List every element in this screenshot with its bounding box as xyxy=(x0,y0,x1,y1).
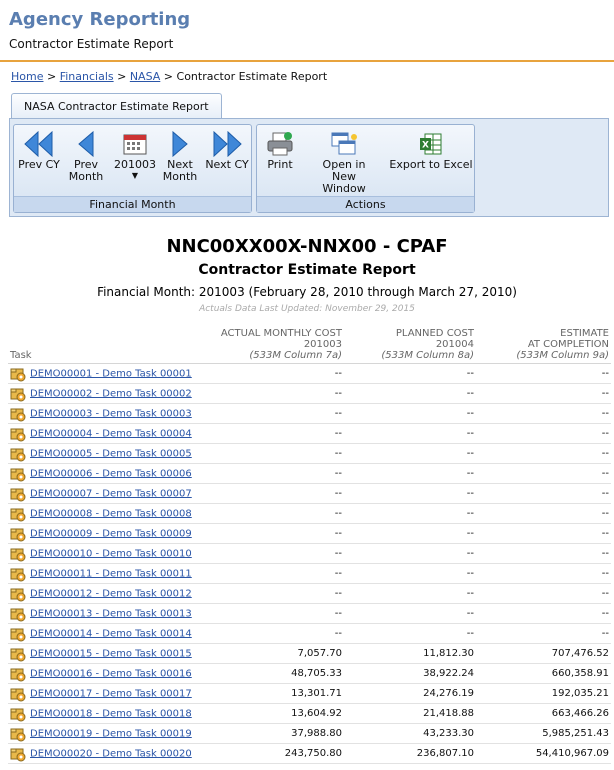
task-cell xyxy=(8,684,198,704)
task-folder-icon xyxy=(10,666,26,682)
table-row xyxy=(8,744,611,764)
task-folder-icon xyxy=(10,626,26,642)
task-folder-icon xyxy=(10,746,26,762)
table-row xyxy=(8,484,611,504)
actions-group-label: Actions xyxy=(257,196,474,212)
actual-cost-cell: -- xyxy=(198,484,344,504)
next-month-button[interactable]: Next Month xyxy=(160,129,200,183)
planned-cost-cell: -- xyxy=(344,364,476,384)
planned-cost-cell: -- xyxy=(344,584,476,604)
task-link[interactable]: DEMO00013 - Demo Task 00013 xyxy=(30,608,192,619)
report-updated: Actuals Data Last Updated: November 29, 2015 xyxy=(199,304,415,314)
actual-cost-cell: -- xyxy=(198,424,344,444)
eac-cell: -- xyxy=(476,604,611,624)
task-cell xyxy=(8,704,198,724)
col-planned-header: PLANNED COST 201004 (533M Column 8a) xyxy=(344,328,476,364)
actual-cost-cell: 13,301.71 xyxy=(198,684,344,704)
task-link[interactable]: DEMO00017 - Demo Task 00017 xyxy=(30,688,192,699)
task-cell xyxy=(8,724,198,744)
actions-group xyxy=(256,124,475,213)
eac-cell: -- xyxy=(476,544,611,564)
task-cell xyxy=(8,544,198,564)
task-folder-icon xyxy=(10,426,26,442)
breadcrumb-financials[interactable]: Financials xyxy=(59,70,114,83)
eac-cell: -- xyxy=(476,404,611,424)
export-excel-button[interactable]: X Export to Excel xyxy=(389,129,473,171)
left-arrow-icon xyxy=(66,129,106,159)
table-row xyxy=(8,544,611,564)
new-window-icon xyxy=(309,129,379,159)
planned-cost-cell: -- xyxy=(344,504,476,524)
eac-cell: -- xyxy=(476,444,611,464)
task-folder-icon xyxy=(10,406,26,422)
task-folder-icon xyxy=(10,506,26,522)
report-month-line: Financial Month: 201003 (February 28, 2010 through March 27, 2010) xyxy=(97,285,517,299)
ribbon-tab[interactable]: NASA Contractor Estimate Report xyxy=(11,93,222,119)
task-link[interactable]: DEMO00001 - Demo Task 00001 xyxy=(30,368,192,379)
report-subtitle: Contractor Estimate Report xyxy=(198,262,416,278)
task-cell xyxy=(8,524,198,544)
planned-cost-cell: 38,922.24 xyxy=(344,664,476,684)
task-folder-icon xyxy=(10,606,26,622)
actual-cost-cell: -- xyxy=(198,584,344,604)
svg-text:X: X xyxy=(422,140,429,151)
planned-cost-cell: 11,812.30 xyxy=(344,644,476,664)
breadcrumb-separator: > xyxy=(46,70,57,83)
month-selector-button[interactable]: 201003 ▼ xyxy=(112,129,158,181)
task-folder-icon xyxy=(10,586,26,602)
breadcrumb-current: Contractor Estimate Report xyxy=(176,70,328,83)
planned-cost-cell: -- xyxy=(344,404,476,424)
eac-cell: 5,985,251.43 xyxy=(476,724,611,744)
actual-cost-cell: -- xyxy=(198,404,344,424)
table-row xyxy=(8,384,611,404)
eac-cell: -- xyxy=(476,424,611,444)
breadcrumb-separator: > xyxy=(163,70,174,83)
task-link[interactable]: DEMO00009 - Demo Task 00009 xyxy=(30,528,192,539)
actual-cost-cell: -- xyxy=(198,524,344,544)
next-cy-button[interactable]: Next CY xyxy=(204,129,250,171)
table-row xyxy=(8,404,611,424)
planned-cost-cell: 21,418.88 xyxy=(344,704,476,724)
planned-cost-cell: -- xyxy=(344,544,476,564)
financial-month-group xyxy=(13,124,252,213)
table-row xyxy=(8,524,611,544)
task-link[interactable]: DEMO00010 - Demo Task 00010 xyxy=(30,548,192,559)
table-row xyxy=(8,424,611,444)
task-cell xyxy=(8,624,198,644)
table-row xyxy=(8,684,611,704)
planned-cost-cell: 43,233.30 xyxy=(344,724,476,744)
col-eac-header: ESTIMATE AT COMPLETION (533M Column 9a) xyxy=(476,328,611,364)
report-title: NNC00XX00X-NNX00 - CPAF xyxy=(166,236,448,257)
app-subtitle: Contractor Estimate Report xyxy=(9,37,174,51)
printer-icon xyxy=(261,129,299,159)
eac-cell: -- xyxy=(476,464,611,484)
task-folder-icon xyxy=(10,466,26,482)
task-link[interactable]: DEMO00019 - Demo Task 00019 xyxy=(30,728,192,739)
actual-cost-cell: -- xyxy=(198,504,344,524)
app-header xyxy=(0,0,614,62)
task-link[interactable]: DEMO00011 - Demo Task 00011 xyxy=(30,568,192,579)
planned-cost-cell: -- xyxy=(344,484,476,504)
eac-cell: 192,035.21 xyxy=(476,684,611,704)
planned-cost-cell: -- xyxy=(344,464,476,484)
eac-cell: 707,476.52 xyxy=(476,644,611,664)
table-row xyxy=(8,584,611,604)
actual-cost-cell: -- xyxy=(198,604,344,624)
task-cell xyxy=(8,564,198,584)
actual-cost-cell: 13,604.92 xyxy=(198,704,344,724)
task-link[interactable]: DEMO00016 - Demo Task 00016 xyxy=(30,668,192,679)
task-cell xyxy=(8,444,198,464)
breadcrumb-home[interactable]: Home xyxy=(11,70,44,83)
task-cell xyxy=(8,604,198,624)
eac-cell: 54,410,967.09 xyxy=(476,744,611,764)
table-row xyxy=(8,644,611,664)
breadcrumb xyxy=(11,70,327,83)
right-arrow-icon xyxy=(160,129,200,159)
planned-cost-cell: -- xyxy=(344,444,476,464)
task-link[interactable]: DEMO00008 - Demo Task 00008 xyxy=(30,508,192,519)
task-folder-icon xyxy=(10,646,26,662)
double-right-arrow-icon xyxy=(204,129,250,159)
task-link[interactable]: DEMO00007 - Demo Task 00007 xyxy=(30,488,192,499)
app-title: Agency Reporting xyxy=(9,9,191,30)
task-folder-icon xyxy=(10,526,26,542)
planned-cost-cell: -- xyxy=(344,424,476,444)
table-row xyxy=(8,564,611,584)
task-link[interactable]: DEMO00014 - Demo Task 00014 xyxy=(30,628,192,639)
task-cell xyxy=(8,384,198,404)
prev-cy-button[interactable]: Prev CY xyxy=(18,129,60,171)
task-cell xyxy=(8,364,198,384)
eac-cell: -- xyxy=(476,564,611,584)
task-link[interactable]: DEMO00012 - Demo Task 00012 xyxy=(30,588,192,599)
task-cell xyxy=(8,584,198,604)
actual-cost-cell: 243,750.80 xyxy=(198,744,344,764)
financial-month-group-label: Financial Month xyxy=(14,196,251,212)
task-link[interactable]: DEMO00002 - Demo Task 00002 xyxy=(30,388,192,399)
actual-cost-cell: 7,057.70 xyxy=(198,644,344,664)
estimate-table xyxy=(8,328,611,764)
actual-cost-cell: -- xyxy=(198,544,344,564)
task-folder-icon xyxy=(10,366,26,382)
planned-cost-cell: -- xyxy=(344,524,476,544)
eac-cell: -- xyxy=(476,504,611,524)
table-row xyxy=(8,664,611,684)
eac-cell: 663,466.26 xyxy=(476,704,611,724)
task-folder-icon xyxy=(10,546,26,562)
actual-cost-cell: 37,988.80 xyxy=(198,724,344,744)
task-link[interactable]: DEMO00015 - Demo Task 00015 xyxy=(30,648,192,659)
breadcrumb-separator: > xyxy=(117,70,127,83)
task-link[interactable]: DEMO00020 - Demo Task 00020 xyxy=(30,748,192,759)
actual-cost-cell: -- xyxy=(198,624,344,644)
task-cell xyxy=(8,404,198,424)
table-row xyxy=(8,624,611,644)
actual-cost-cell: -- xyxy=(198,564,344,584)
table-row xyxy=(8,464,611,484)
actual-cost-cell: -- xyxy=(198,384,344,404)
task-link[interactable]: DEMO00003 - Demo Task 00003 xyxy=(30,408,192,419)
task-folder-icon xyxy=(10,446,26,462)
table-row xyxy=(8,704,611,724)
double-left-arrow-icon xyxy=(18,129,60,159)
actual-cost-cell: -- xyxy=(198,464,344,484)
eac-cell: 660,358.91 xyxy=(476,664,611,684)
planned-cost-cell: 236,807.10 xyxy=(344,744,476,764)
task-folder-icon xyxy=(10,566,26,582)
task-link[interactable]: DEMO00018 - Demo Task 00018 xyxy=(30,708,192,719)
task-cell xyxy=(8,644,198,664)
task-link[interactable]: DEMO00004 - Demo Task 00004 xyxy=(30,428,192,439)
eac-cell: -- xyxy=(476,524,611,544)
planned-cost-cell: -- xyxy=(344,384,476,404)
planned-cost-cell: -- xyxy=(344,624,476,644)
planned-cost-cell: 24,276.19 xyxy=(344,684,476,704)
eac-cell: -- xyxy=(476,384,611,404)
task-folder-icon xyxy=(10,486,26,502)
col-task-header: Task xyxy=(8,328,198,364)
task-cell xyxy=(8,664,198,684)
chevron-down-icon: ▼ xyxy=(131,171,139,180)
eac-cell: -- xyxy=(476,584,611,604)
actual-cost-cell: -- xyxy=(198,444,344,464)
excel-icon xyxy=(389,129,473,159)
col-actual-header: ACTUAL MONTHLY COST 201003 (533M Column 7a) xyxy=(198,328,344,364)
actual-cost-cell: 48,705.33 xyxy=(198,664,344,684)
eac-cell: -- xyxy=(476,364,611,384)
task-cell xyxy=(8,464,198,484)
task-cell xyxy=(8,424,198,444)
planned-cost-cell: -- xyxy=(344,604,476,624)
table-row xyxy=(8,724,611,744)
ribbon xyxy=(9,93,609,217)
print-button[interactable]: Print xyxy=(261,129,299,171)
open-new-window-button[interactable]: Open in New Window xyxy=(309,129,379,195)
table-row xyxy=(8,444,611,464)
ribbon-body xyxy=(9,118,609,217)
task-folder-icon xyxy=(10,726,26,742)
planned-cost-cell: -- xyxy=(344,564,476,584)
prev-month-button[interactable]: Prev Month xyxy=(66,129,106,183)
calendar-icon xyxy=(112,129,158,159)
table-row xyxy=(8,364,611,384)
table-row xyxy=(8,504,611,524)
task-cell xyxy=(8,744,198,764)
task-folder-icon xyxy=(10,706,26,722)
actual-cost-cell: -- xyxy=(198,364,344,384)
task-cell xyxy=(8,484,198,504)
table-row xyxy=(8,604,611,624)
task-link[interactable]: DEMO00005 - Demo Task 00005 xyxy=(30,448,192,459)
task-folder-icon xyxy=(10,386,26,402)
task-link[interactable]: DEMO00006 - Demo Task 00006 xyxy=(30,468,192,479)
task-folder-icon xyxy=(10,686,26,702)
eac-cell: -- xyxy=(476,624,611,644)
eac-cell: -- xyxy=(476,484,611,504)
task-cell xyxy=(8,504,198,524)
breadcrumb-nasa[interactable]: NASA xyxy=(129,70,161,83)
